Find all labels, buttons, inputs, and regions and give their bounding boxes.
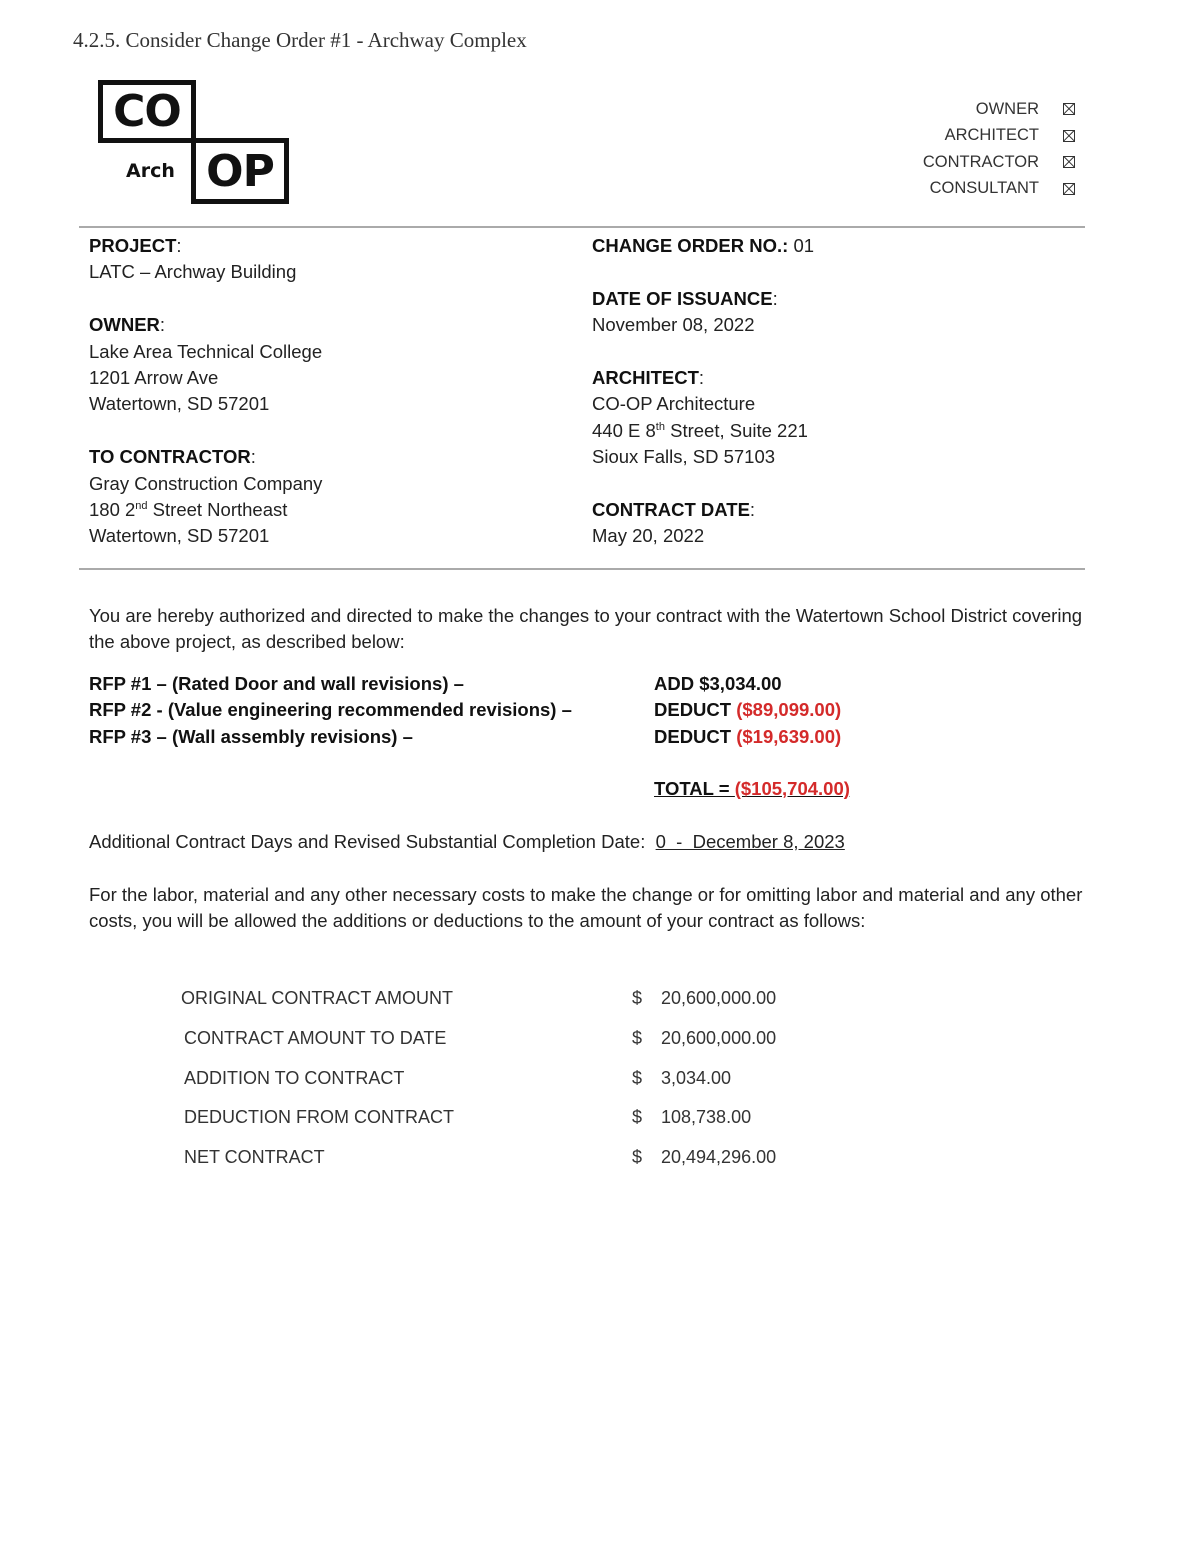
checked-box-icon[interactable] xyxy=(1063,156,1075,168)
logo-arch-text: Arch xyxy=(126,160,175,182)
rfp-1-description: RFP #1 – (Rated Door and wall revisions) – xyxy=(89,673,464,694)
architect-name: CO-OP Architecture xyxy=(592,393,756,415)
distribution-consultant: CONSULTANT xyxy=(923,176,1075,203)
project-value: LATC – Archway Building xyxy=(89,261,297,283)
summary-row: CONTRACT AMOUNT TO DATE $ 20,600,000.00 xyxy=(184,1028,777,1048)
checked-box-icon[interactable] xyxy=(1063,103,1075,115)
date-of-issuance-value: November 08, 2022 xyxy=(592,314,755,336)
logo-op-block: OP xyxy=(191,138,289,204)
rfp-3-description: RFP #3 – (Wall assembly revisions) – xyxy=(89,726,413,747)
owner-label: OWNER: xyxy=(89,314,166,336)
right-info-column xyxy=(592,233,814,550)
rfp-3-amount: DEDUCT ($19,639.00) xyxy=(654,726,842,747)
rfp-2-amount: DEDUCT ($89,099.00) xyxy=(654,699,842,720)
rfp-2-description: RFP #2 - (Value engineering recommended revisions) – xyxy=(89,699,572,720)
completion-date-value: 0 - December 8, 2023 xyxy=(655,831,845,852)
top-divider xyxy=(79,226,1085,228)
summary-row: DEDUCTION FROM CONTRACT $ 108,738.00 xyxy=(184,1107,752,1127)
architect-city: Sioux Falls, SD 57103 xyxy=(592,446,776,468)
contract-date-value: May 20, 2022 xyxy=(592,525,705,547)
rfp-1-amount: ADD $3,034.00 xyxy=(654,673,782,694)
summary-row: ADDITION TO CONTRACT $ 3,034.00 xyxy=(184,1068,732,1088)
date-of-issuance-label: DATE OF ISSUANCE: xyxy=(592,287,778,309)
owner-city: Watertown, SD 57201 xyxy=(89,393,270,415)
contract-date-label: CONTRACT DATE: xyxy=(592,499,756,521)
contractor-label: TO CONTRACTOR: xyxy=(89,446,256,468)
document-heading: 4.2.5. Consider Change Order #1 - Archway Complex xyxy=(73,28,527,52)
summary-row: ORIGINAL CONTRACT AMOUNT $ 20,600,000.00 xyxy=(181,988,777,1008)
logo-co-block: CO xyxy=(98,80,196,143)
intro-paragraph: You are hereby authorized and directed to make the changes to your contract with the Watertown School District covering the above project, as described below: xyxy=(89,605,1083,653)
project-label: PROJECT: xyxy=(89,235,182,256)
architect-label: ARCHITECT: xyxy=(592,367,705,388)
architect-street: 440 E 8th Street, Suite 221 xyxy=(592,419,808,441)
distribution-owner: OWNER xyxy=(923,96,1075,123)
owner-name: Lake Area Technical College xyxy=(89,340,323,362)
additional-days-line: Additional Contract Days and Revised Substantial Completion Date: 0 - December 8, 2023 xyxy=(89,831,845,852)
left-info-column xyxy=(89,233,322,550)
checked-box-icon[interactable] xyxy=(1063,130,1075,142)
middle-divider xyxy=(79,568,1085,570)
contractor-name: Gray Construction Company xyxy=(89,472,323,494)
contractor-street: 180 2nd Street Northeast xyxy=(89,499,288,521)
checked-box-icon[interactable] xyxy=(1063,183,1075,195)
total-amount: TOTAL = ($105,704.00) xyxy=(654,778,850,799)
distribution-architect: ARCHITECT xyxy=(923,123,1075,150)
owner-street: 1201 Arrow Ave xyxy=(89,367,219,389)
summary-row: NET CONTRACT $ 20,494,296.00 xyxy=(184,1147,777,1167)
distribution-list xyxy=(923,96,1075,202)
labor-paragraph: For the labor, material and any other necessary costs to make the change or for omitting labor and material and any other costs, you will be allowed the additions or deductions to the amount of your contract as follows: xyxy=(89,884,1083,932)
distribution-contractor: CONTRACTOR xyxy=(923,149,1075,176)
contractor-city: Watertown, SD 57201 xyxy=(89,525,270,547)
change-order-number: CHANGE ORDER NO.: 01 xyxy=(592,235,815,256)
